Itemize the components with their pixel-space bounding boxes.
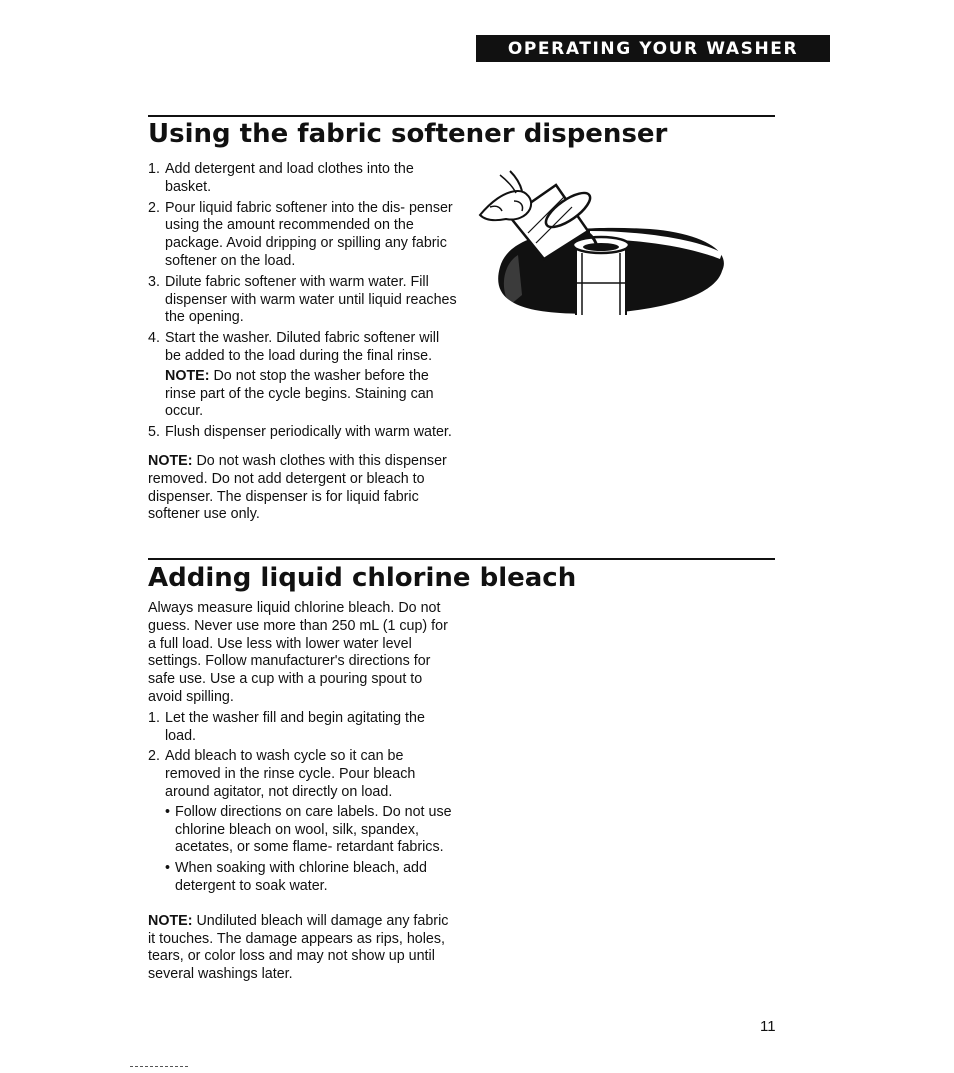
list-item (148, 710, 458, 746)
step-text: Start the washer. Diluted fabric softener will be added to the load during the final rinse. (165, 330, 440, 364)
bullet-glyph: • (165, 860, 171, 877)
bullet-item (165, 804, 458, 857)
section-divider (148, 115, 775, 117)
list-item (148, 161, 458, 197)
pouring-cup-into-dispenser-icon (470, 155, 730, 315)
bullet-text: When soaking with chlorine bleach, add detergent to soak water. (175, 860, 427, 894)
step-text: Flush dispenser periodically with warm water. (165, 424, 452, 441)
bullet-text: Follow directions on care labels. Do not use chlorine bleach on wool, silk, spandex, acetates, or some flame- retardant fabrics. (175, 803, 452, 856)
list-item (148, 424, 458, 442)
step-number: 5. (148, 424, 160, 441)
list-item (148, 330, 458, 421)
bullet-item (165, 860, 458, 896)
bleach-steps (148, 710, 458, 896)
step-text: Add bleach to wash cycle so it can be removed in the rinse cycle. Pour bleach around agitator, not directly on load. (165, 748, 416, 800)
page-number: 11 (760, 1018, 776, 1035)
softener-note (148, 453, 458, 524)
step-note (165, 368, 458, 421)
note-text: Do not wash clothes with this dispenser removed. Do not add detergent or bleach to dispenser. The dispenser is for liquid fabric softener use only. (148, 452, 447, 523)
footer-mark (130, 1066, 188, 1068)
list-item (148, 274, 458, 327)
note-label: NOTE: (148, 452, 193, 469)
step-text: Dilute fabric softener with warm water. Fill dispenser with warm water until liquid reaches the opening. (165, 273, 457, 326)
softener-section-title: Using the fabric softener dispenser (148, 119, 668, 149)
note-label: NOTE: (148, 912, 193, 929)
step-text: Add detergent and load clothes into the basket. (165, 161, 414, 195)
step-number: 3. (148, 273, 160, 290)
bullet-glyph: • (165, 803, 171, 820)
step-number: 2. (148, 199, 160, 216)
softener-steps (148, 161, 458, 442)
step-text: Pour liquid fabric softener into the dis- penser using the amount recommended on the package. Avoid dripping or spilling any fabric softener on the load. (165, 199, 453, 269)
bullet-list (165, 804, 458, 896)
note-text: Undiluted bleach will damage any fabric it touches. The damage appears as rips, holes, tears, or color loss and may not show up until several washings later. (148, 912, 449, 983)
softener-instructions (148, 161, 458, 524)
section-banner: OPERATING YOUR WASHER (476, 35, 830, 62)
note-text: Do not stop the washer before the rinse part of the cycle begins. Staining can occur. (165, 367, 434, 420)
list-item (148, 200, 458, 271)
step-number: 1. (148, 161, 160, 177)
note-label: NOTE: (165, 367, 210, 384)
section-divider (148, 558, 775, 560)
bleach-instructions (148, 600, 458, 984)
bleach-note (148, 913, 458, 984)
step-text: Let the washer fill and begin agitating the load. (165, 709, 425, 744)
list-item (148, 748, 458, 895)
step-number: 2. (148, 748, 160, 765)
bleach-intro: Always measure liquid chlorine bleach. Do not guess. Never use more than 250 mL (1 cup) for a full load. Use less with lower water level settings. Follow manufacturer's directions for safe use. Use a cup with a pouring spout to avoid spilling. (148, 600, 448, 705)
bleach-section-title: Adding liquid chlorine bleach (148, 563, 577, 593)
step-number: 1. (148, 709, 160, 726)
step-number: 4. (148, 330, 160, 347)
